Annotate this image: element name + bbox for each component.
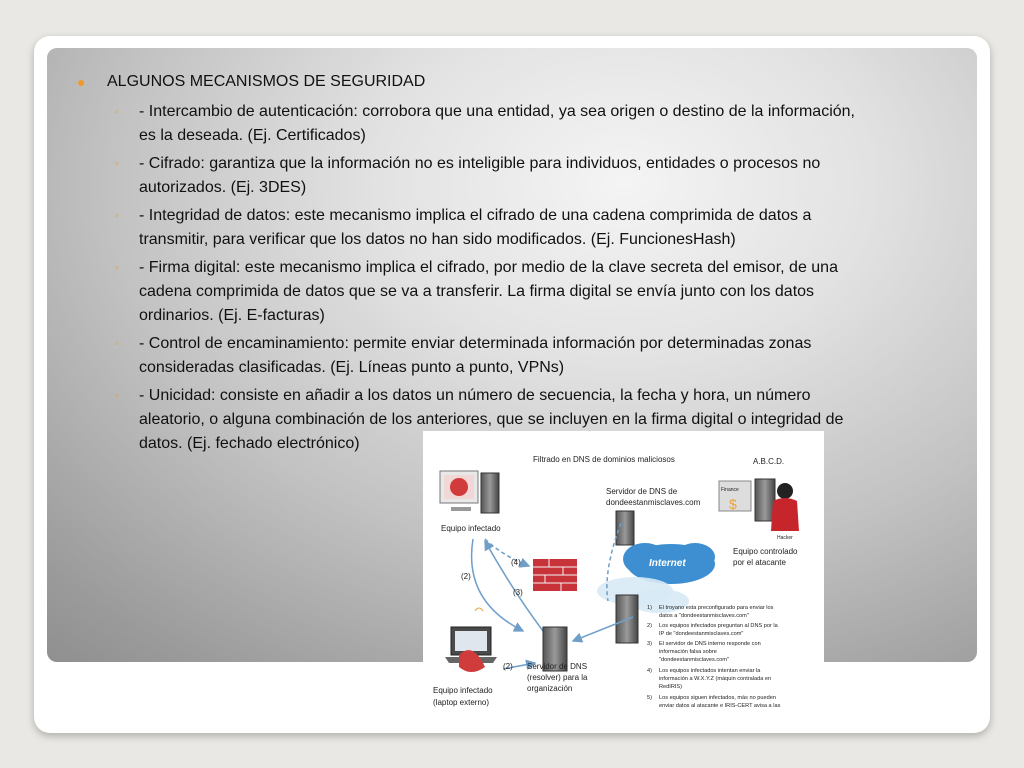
item-line: consideradas clasificadas. (Ej. Líneas punto a punto, VPNs): [139, 359, 565, 376]
list-item: [115, 100, 969, 148]
firewall-icon: [533, 559, 577, 591]
legend-text: información falsa sobre: [659, 649, 717, 655]
list-item: [115, 256, 969, 328]
legend-text: El servidor de DNS interno responde con: [659, 641, 761, 647]
item-line: autorizados. (Ej. 3DES): [139, 179, 307, 196]
item-line: - Intercambio de autenticación: corrobora que una entidad, ya sea origen o destino de la información,: [139, 103, 855, 120]
step-2-label: (2): [461, 572, 471, 581]
ring-bullet-icon: ◦: [115, 158, 119, 170]
legend-text: enviar datos al atacante e IRIS-CERT avisa a las: [659, 703, 781, 709]
ring-bullet-icon: ◦: [115, 390, 119, 402]
list-item: [115, 332, 969, 380]
legend-num: 2): [647, 623, 652, 629]
item-line: cadena comprimida de datos que se va a transferir. La firma digital se envía junto con los datos: [139, 283, 815, 300]
legend-text: datos a "dondeestanmisclaves.com": [659, 613, 749, 619]
laptop-label: Equipo infectado: [433, 686, 493, 695]
ring-bullet-icon: ◦: [115, 338, 119, 350]
slide-heading: ALGUNOS MECANISMOS DE SEGURIDAD: [107, 73, 426, 90]
attacker-ip-label: A.B.C.D.: [753, 457, 785, 466]
heading-bullet: [77, 72, 426, 92]
list-item: [115, 152, 969, 200]
resolver-label-line3: organización: [527, 684, 573, 693]
infected-pc-label: Equipo infectado: [441, 524, 501, 533]
infected-pc-icon: [440, 471, 499, 513]
item-line: - Cifrado: garantiza que la información no es inteligible para individuos, entidades o procesos no: [139, 155, 821, 172]
legend-text: El troyano esta preconfigurado para enviar los: [659, 605, 774, 611]
figure-title: Filtrado en DNS de dominios maliciosos: [533, 455, 675, 464]
item-line: aleatorio, o alguna combinación de los anteriores, que se incluyen en la firma digital o integridad de: [139, 411, 844, 428]
item-line: es la deseada. (Ej. Certificados): [139, 127, 366, 144]
laptop-label-line2: (laptop externo): [433, 698, 490, 707]
legend-num: 3): [647, 641, 652, 647]
svg-text:$: $: [729, 496, 737, 512]
legend-text: Los equipos siguen infectados, más no pueden: [659, 695, 776, 701]
step-3-label: (3): [513, 588, 523, 597]
step-2b-label: (2): [503, 662, 513, 671]
diagram-legend: [647, 605, 781, 709]
infected-laptop-icon: [445, 608, 497, 672]
legend-text: IP de "dondeestanmisclaves.com": [659, 631, 744, 637]
legend-num: 1): [647, 605, 652, 611]
attacker-icon: [719, 479, 799, 541]
step-4-label: (4): [511, 558, 521, 567]
bullet-icon: ●: [77, 74, 86, 90]
ring-bullet-icon: ◦: [115, 106, 119, 118]
attacker-label-line2: por el atacante: [733, 558, 786, 567]
dns-filtering-diagram: [423, 431, 824, 728]
ring-bullet-icon: ◦: [115, 262, 119, 274]
resolver-label-line2: (resolver) para la: [527, 673, 588, 682]
item-line: - Unicidad: consiste en añadir a los datos un número de secuencia, la fecha y hora, un número: [139, 387, 811, 404]
dns-server-domain-label: dondeestanmisclaves.com: [606, 498, 701, 507]
resolver-label: Servidor de DNS: [527, 662, 588, 671]
item-line: ordinarios. (Ej. E-facturas): [139, 307, 325, 324]
internet-label: Internet: [649, 558, 686, 569]
attacker-label: Equipo controlado: [733, 547, 798, 556]
hacker-label: Hacker: [777, 535, 793, 541]
legend-text: Los equipos infectados intentan enviar la: [659, 668, 761, 674]
list-item: [115, 204, 969, 252]
item-line: - Control de encaminamiento: permite enviar determinada información por determinadas zonas: [139, 335, 812, 352]
dns-server-label: Servidor de DNS de: [606, 487, 678, 496]
item-line: datos. (Ej. fechado electrónico): [139, 435, 360, 452]
legend-num: 4): [647, 668, 652, 674]
step-2-arrow: [472, 539, 523, 631]
legend-text: Los equipos infectados preguntan al DNS por la: [659, 623, 778, 629]
ring-bullet-icon: ◦: [115, 210, 119, 222]
finance-label: Finance: [721, 487, 739, 493]
legend-text: información a W.X.Y.Z (máquin contralada en: [659, 676, 772, 682]
legend-text: "dondeestanmisclaves.com": [659, 657, 729, 663]
item-line: - Firma digital: este mecanismo implica el cifrado, por medio de la clave secreta del emisor, de una: [139, 259, 838, 276]
legend-num: 5): [647, 695, 652, 701]
item-line: - Integridad de datos: este mecanismo implica el cifrado de una cadena comprimida de datos a: [139, 207, 812, 224]
item-line: transmitir, para verificar que los datos no han sido modificados. (Ej. FuncionesHash): [139, 231, 736, 248]
server-icon: [616, 511, 634, 545]
legend-text: RedIRIS): [659, 684, 683, 690]
